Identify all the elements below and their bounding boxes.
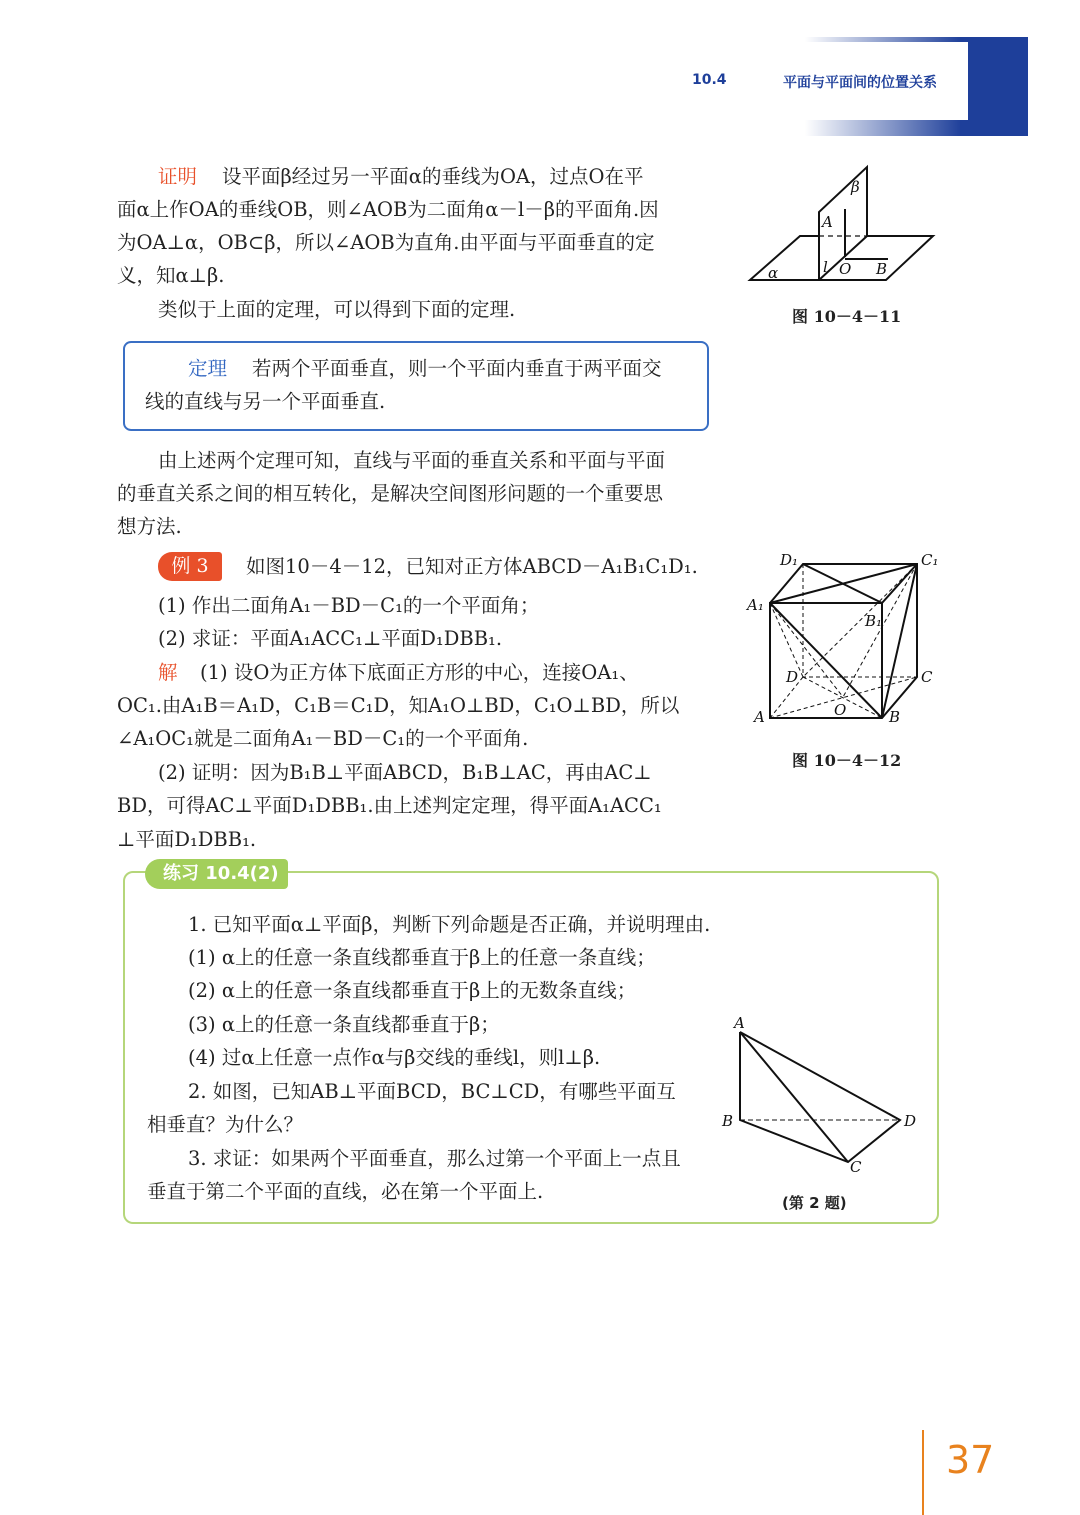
- example-line: 如图10－4－12，已知对正方体ABCD－A₁B₁C₁D₁.: [246, 555, 698, 578]
- paragraph-line: 的垂直关系之间的相互转化，是解决空间图形问题的一个重要思: [117, 482, 664, 505]
- fig12-label: D₁: [780, 551, 799, 569]
- proof-line: 义，知α⊥β.: [117, 264, 225, 287]
- section-number: 10.4: [692, 72, 727, 88]
- proof-line: 类似于上面的定理，可以得到下面的定理.: [158, 298, 516, 321]
- fig12-label: A: [754, 708, 765, 726]
- fig12-label: C₁: [921, 551, 939, 569]
- solution-label: 解: [158, 661, 178, 684]
- figure-caption: 图 10－4－11: [792, 307, 902, 326]
- example-badge: 例 3: [158, 552, 222, 581]
- solution-line: (1) 设O为正方体下底面正方形的中心，连接OA₁、: [200, 661, 639, 684]
- example-line: (1) 作出二面角A₁－BD－C₁的一个平面角；: [158, 594, 540, 617]
- solution-line: BD，可得AC⊥平面D₁DBB₁.由上述判定定理，得平面A₁ACC₁: [117, 794, 662, 817]
- theorem-line: 线的直线与另一个平面垂直.: [145, 390, 386, 413]
- fig11-label: l: [823, 258, 828, 276]
- solution-line: ⊥平面D₁DBB₁.: [117, 828, 257, 851]
- fig2-label: A: [734, 1014, 745, 1032]
- exercise-line: (4) 过α上任意一点作α与β交线的垂线l，则l⊥β.: [188, 1046, 601, 1069]
- figure-10-4-12: [745, 551, 939, 726]
- theorem-line: 若两个平面垂直，则一个平面内垂直于两平面交: [252, 357, 662, 380]
- fig11-label: β: [851, 178, 860, 196]
- proof-label: 证明: [158, 165, 198, 188]
- fig11-label: B: [876, 260, 888, 278]
- exercise-title: 练习 10.4(2): [145, 859, 288, 889]
- figure-exercise-2: [700, 1010, 930, 1180]
- fig2-label: B: [722, 1112, 734, 1130]
- fig11-label: α: [768, 264, 779, 282]
- exercise-line: (3) α上的任意一条直线都垂直于β；: [188, 1013, 500, 1036]
- fig12-label: B₁: [865, 612, 883, 630]
- theorem-label: 定理: [188, 357, 228, 380]
- fig2-label: D: [904, 1112, 917, 1130]
- exercise-line: (2) α上的任意一条直线都垂直于β上的无数条直线；: [188, 979, 637, 1002]
- exercise-line: (1) α上的任意一条直线都垂直于β上的任意一条直线；: [188, 946, 656, 969]
- exercise-line: 3. 求证：如果两个平面垂直，那么过第一个平面上一点且: [188, 1147, 681, 1170]
- exercise-line: 垂直于第二个平面的直线，必在第一个平面上.: [147, 1180, 544, 1203]
- figure-caption: 图 10－4－12: [792, 751, 902, 770]
- fig11-label: O: [839, 260, 852, 278]
- paragraph-line: 由上述两个定理可知，直线与平面的垂直关系和平面与平面: [158, 449, 666, 472]
- fig12-label: A₁: [747, 596, 764, 614]
- page-number: 37: [946, 1438, 995, 1482]
- exercise-line: 1. 已知平面α⊥平面β，判断下列命题是否正确，并说明理由.: [188, 913, 711, 936]
- fig12-label: C: [921, 668, 933, 686]
- exercise-line: 相垂直？为什么？: [147, 1113, 304, 1136]
- solution-line: OC₁.由A₁B＝A₁D，C₁B＝C₁D，知A₁O⊥BD，C₁O⊥BD，所以: [117, 694, 680, 717]
- figure-10-4-11: [750, 167, 933, 282]
- fig12-label: B: [889, 708, 901, 726]
- fig12-label: O: [834, 701, 847, 719]
- fig2-label: C: [850, 1158, 862, 1176]
- page-number-rule: [922, 1430, 924, 1515]
- figure-caption: (第 2 题): [782, 1194, 847, 1212]
- proof-line: 为OA⊥α，OB⊂β，所以∠AOB为直角.由平面与平面垂直的定: [117, 231, 655, 254]
- paragraph-line: 想方法.: [117, 515, 182, 538]
- solution-line: ∠A₁OC₁就是二面角A₁－BD－C₁的一个平面角.: [117, 727, 529, 750]
- section-title: 平面与平面间的位置关系: [783, 75, 937, 91]
- fig11-label: A: [822, 213, 833, 231]
- solution-line: (2) 证明：因为B₁B⊥平面ABCD，B₁B⊥AC，再由AC⊥: [158, 761, 652, 784]
- fig12-label: D: [786, 668, 799, 686]
- proof-line: 面α上作OA的垂线OB，则∠AOB为二面角α－l－β的平面角.因: [117, 198, 659, 221]
- proof-line: 设平面β经过另一平面α的垂线为OA，过点O在平: [222, 165, 644, 188]
- example-line: (2) 求证：平面A₁ACC₁⊥平面D₁DBB₁.: [158, 627, 503, 650]
- exercise-line: 2. 如图，已知AB⊥平面BCD，BC⊥CD，有哪些平面互: [188, 1080, 676, 1103]
